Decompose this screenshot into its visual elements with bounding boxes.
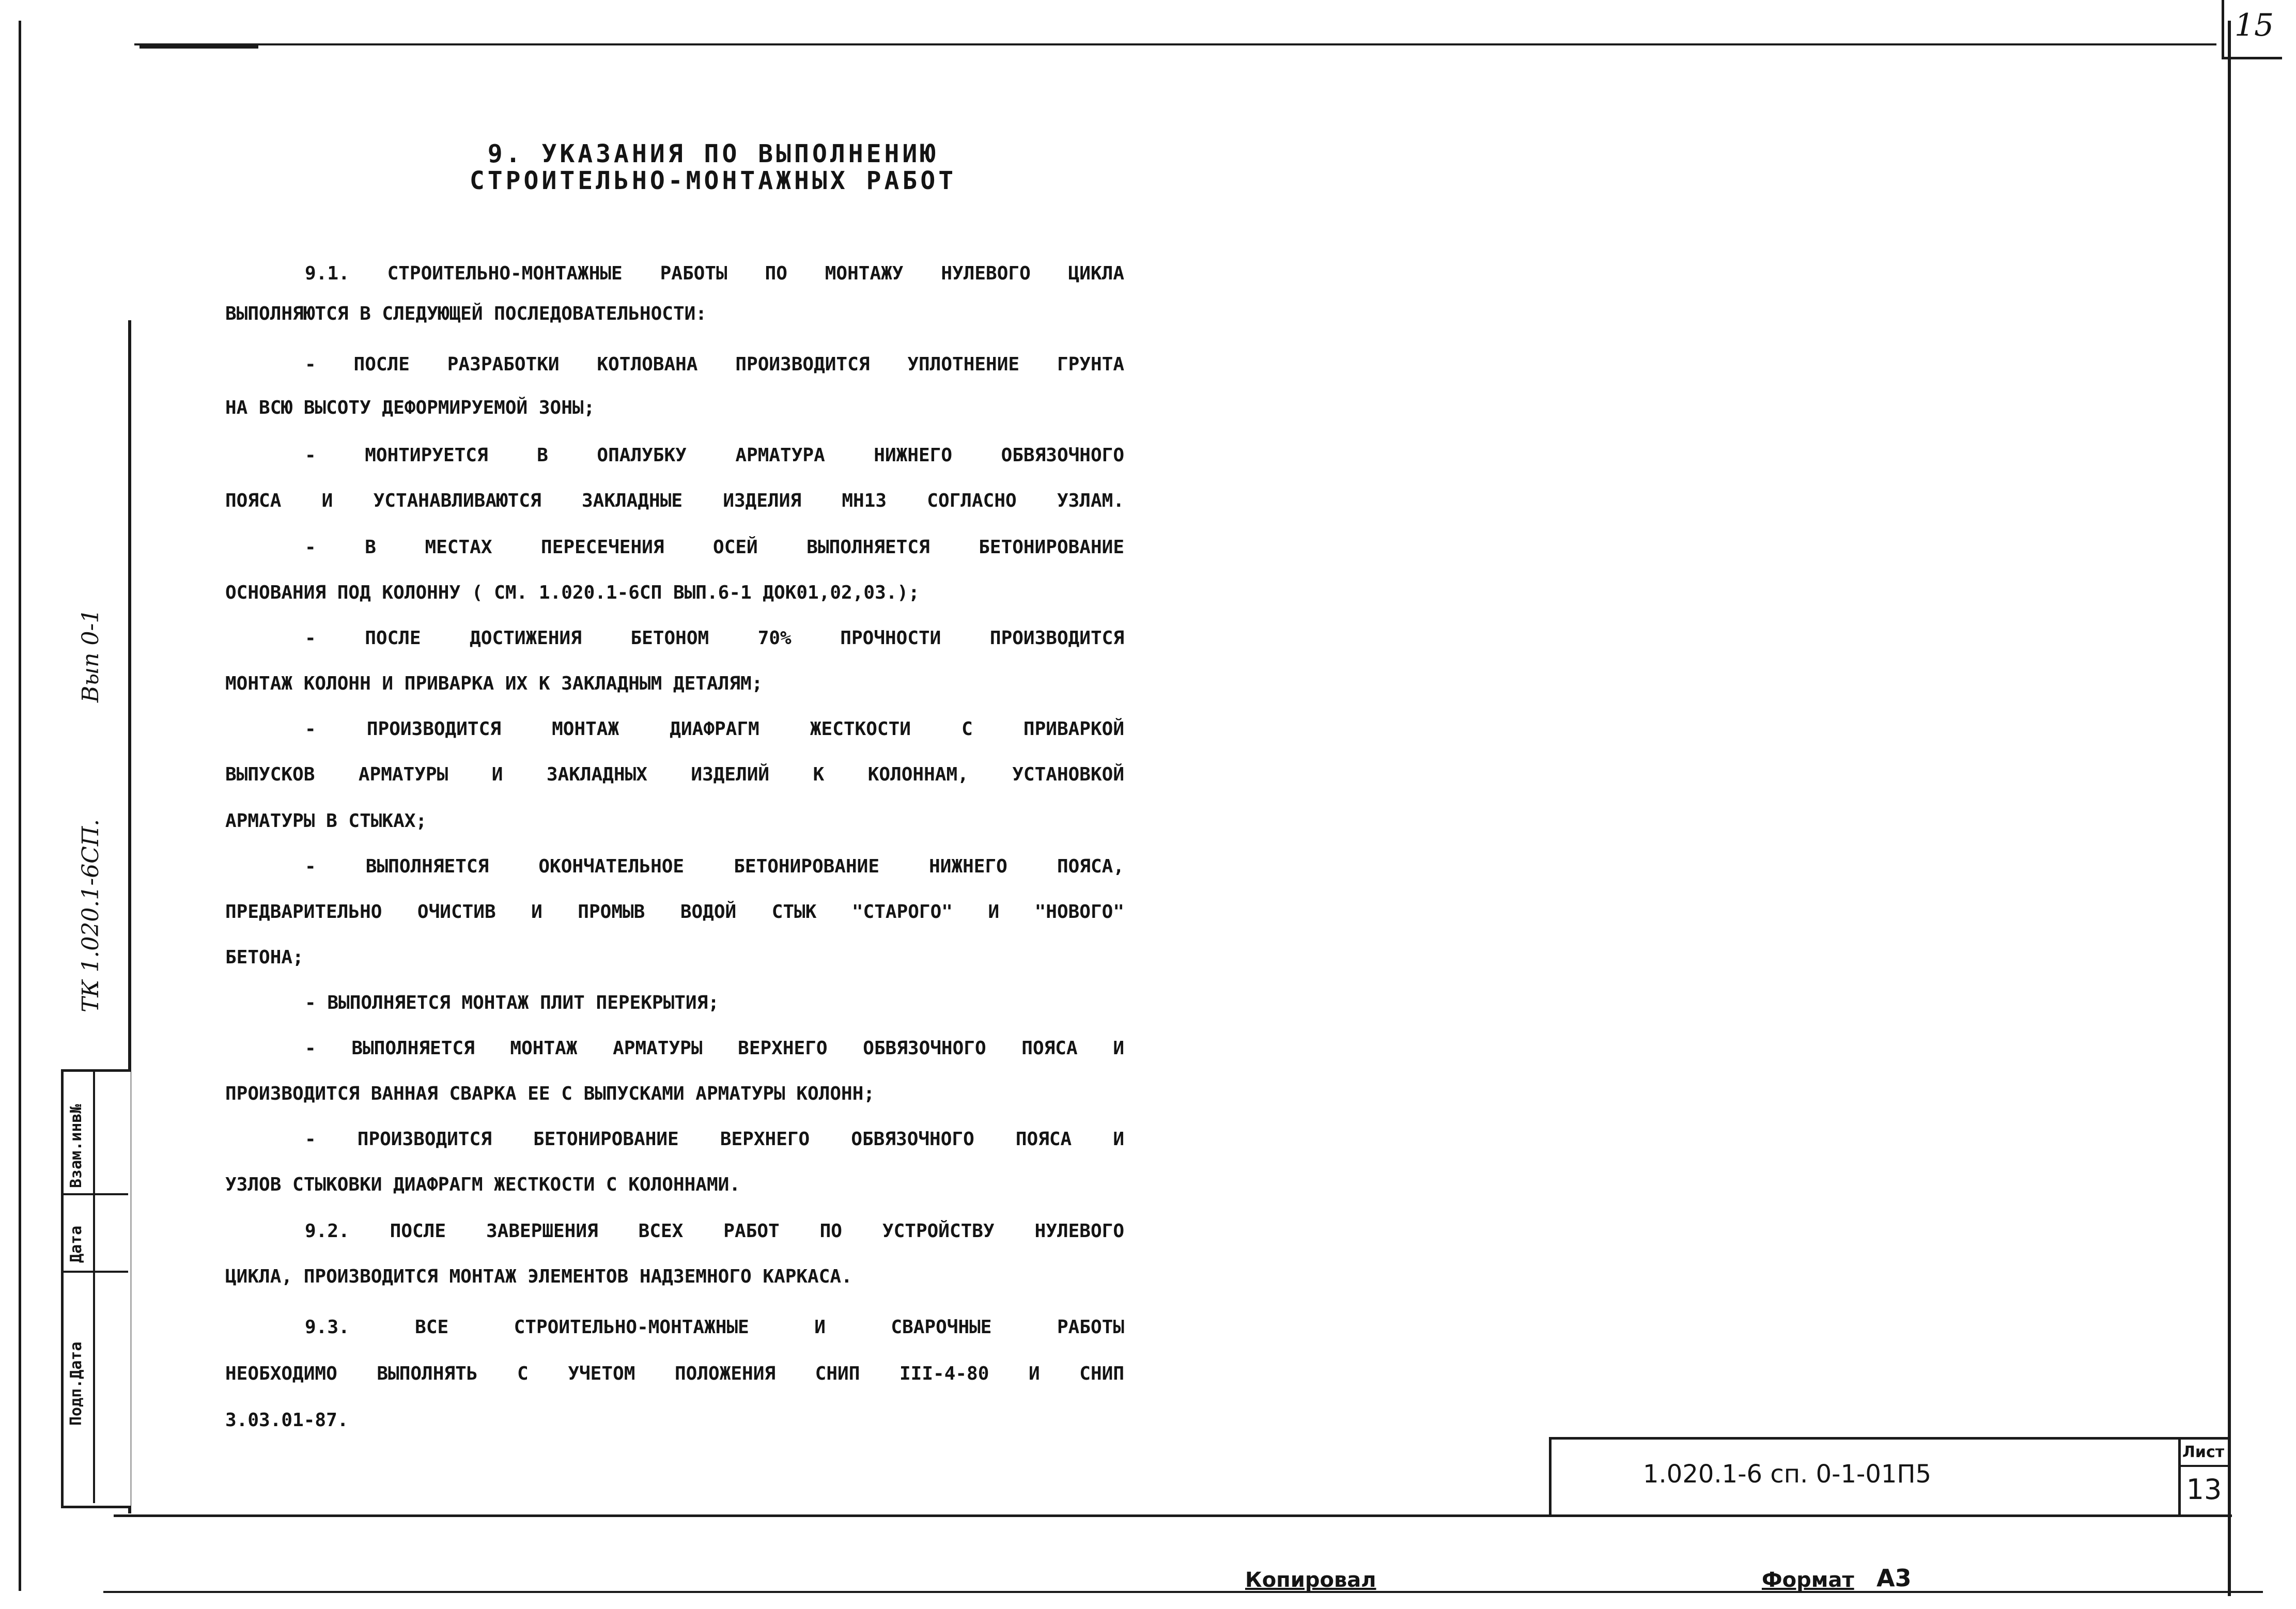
body-line: - ПОСЛЕ ДОСТИЖЕНИЯ БЕТОНОМ 70% ПРОЧНОСТИ ПРОИЗВОДИТСЯ xyxy=(305,628,1124,649)
sheet-cell-divider xyxy=(2178,1465,2228,1467)
body-line: ОСНОВАНИЯ ПОД КОЛОННУ ( СМ. 1.020.1-6СП ВЫП.6-1 ДОК01,02,03.); xyxy=(225,582,920,603)
body-line: ПОЯСА И УСТАНАВЛИВАЮТСЯ ЗАКЛАДНЫЕ ИЗДЕЛИЯ МН13 СОГЛАСНО УЗЛАМ. xyxy=(225,490,1124,511)
document-code: 1.020.1-6 сп. 0-1-01П5 xyxy=(1643,1460,1932,1489)
stamp-field-replacement-inv: Взам.инв№ xyxy=(67,1104,85,1188)
copied-by-label: Копировал xyxy=(1245,1568,1376,1592)
body-line: ПРЕДВАРИТЕЛЬНО ОЧИСТИВ И ПРОМЫВ ВОДОЙ СТЫК "СТАРОГО" И "НОВОГО" xyxy=(225,901,1124,923)
body-line: - МОНТИРУЕТСЯ В ОПАЛУБКУ АРМАТУРА НИЖНЕГО ОБВЯЗОЧНОГО xyxy=(305,445,1124,466)
body-line: БЕТОНА; xyxy=(225,947,304,968)
stamp-field-signature-date: Подп.Дата xyxy=(67,1341,85,1426)
body-line: АРМАТУРЫ В СТЫКАХ; xyxy=(225,810,427,832)
body-line: - ПРОИЗВОДИТСЯ МОНТАЖ ДИАФРАГМ ЖЕСТКОСТИ С ПРИВАРКОЙ xyxy=(305,718,1124,740)
body-line: УЗЛОВ СТЫКОВКИ ДИАФРАГМ ЖЕСТКОСТИ С КОЛОННАМИ. xyxy=(225,1174,740,1195)
body-line: ВЫПУСКОВ АРМАТУРЫ И ЗАКЛАДНЫХ ИЗДЕЛИЙ К КОЛОННАМ, УСТАНОВКОЙ xyxy=(225,764,1124,785)
corner-page-number: 15 xyxy=(2234,7,2274,43)
body-line: - В МЕСТАХ ПЕРЕСЕЧЕНИЯ ОСЕЙ ВЫПОЛНЯЕТСЯ БЕТОНИРОВАНИЕ xyxy=(305,537,1124,558)
sheet-bottom-line xyxy=(103,1591,2263,1593)
left-stamp-row-line xyxy=(61,1193,128,1195)
body-line: - ПРОИЗВОДИТСЯ БЕТОНИРОВАНИЕ ВЕРХНЕГО ОБВЯЗОЧНОГО ПОЯСА И xyxy=(305,1129,1124,1150)
left-stamp-divider xyxy=(93,1069,95,1503)
body-line: ПРОИЗВОДИТСЯ ВАННАЯ СВАРКА ЕЕ С ВЫПУСКАМИ АРМАТУРЫ КОЛОНН; xyxy=(225,1083,875,1104)
body-line: - ПОСЛЕ РАЗРАБОТКИ КОТЛОВАНА ПРОИЗВОДИТСЯ УПЛОТНЕНИЕ ГРУНТА xyxy=(305,354,1124,375)
sheet-number: 13 xyxy=(2186,1473,2222,1506)
sheet-label: Лист xyxy=(2182,1443,2225,1461)
body-line: ЦИКЛА, ПРОИЗВОДИТСЯ МОНТАЖ ЭЛЕМЕНТОВ НАДЗЕМНОГО КАРКАСА. xyxy=(225,1266,852,1287)
body-line: 3.03.01-87. xyxy=(225,1410,349,1431)
body-line: ВЫПОЛНЯЮТСЯ В СЛЕДУЮЩЕЙ ПОСЛЕДОВАТЕЛЬНОСТИ: xyxy=(225,303,707,324)
body-line: НЕОБХОДИМО ВЫПОЛНЯТЬ С УЧЕТОМ ПОЛОЖЕНИЯ СНИП III-4-80 И СНИП xyxy=(225,1363,1124,1384)
frame-top-line-left xyxy=(139,45,258,49)
format-value: А3 xyxy=(1876,1564,1912,1592)
body-line: НА ВСЮ ВЫСОТУ ДЕФОРМИРУЕМОЙ ЗОНЫ; xyxy=(225,397,595,418)
series-side-label: ТК 1.020.1-6СП. xyxy=(77,819,104,1012)
body-line: МОНТАЖ КОЛОНН И ПРИВАРКА ИХ К ЗАКЛАДНЫМ ДЕТАЛЯМ; xyxy=(225,673,763,694)
stamp-field-date: Дата xyxy=(67,1225,85,1263)
section-title-line2: СТРОИТЕЛЬНО-МОНТАЖНЫХ РАБОТ xyxy=(469,166,957,195)
issue-side-label: Вып 0-1 xyxy=(77,608,104,702)
body-line: - ВЫПОЛНЯЕТСЯ ОКОНЧАТЕЛЬНОЕ БЕТОНИРОВАНИЕ НИЖНЕГО ПОЯСА, xyxy=(305,856,1124,877)
section-title-line1: 9. УКАЗАНИЯ ПО ВЫПОЛНЕНИЮ xyxy=(487,139,939,168)
sheet-left-edge xyxy=(19,21,21,1591)
body-line: 9.2. ПОСЛЕ ЗАВЕРШЕНИЯ ВСЕХ РАБОТ ПО УСТРОЙСТВУ НУЛЕВОГО xyxy=(305,1221,1124,1242)
body-line: - ВЫПОЛНЯЕТСЯ МОНТАЖ АРМАТУРЫ ВЕРХНЕГО ОБВЯЗОЧНОГО ПОЯСА И xyxy=(305,1038,1124,1059)
body-line: - ВЫПОЛНЯЕТСЯ МОНТАЖ ПЛИТ ПЕРЕКРЫТИЯ; xyxy=(305,992,719,1013)
frame-top-line xyxy=(134,43,2216,45)
body-line: 9.3. ВСЕ СТРОИТЕЛЬНО-МОНТАЖНЫЕ И СВАРОЧНЫЕ РАБОТЫ xyxy=(305,1317,1124,1338)
format-label: Формат xyxy=(1762,1568,1854,1592)
left-stamp-row-line xyxy=(61,1271,128,1273)
frame-right-line xyxy=(2228,21,2231,1596)
body-line: 9.1. СТРОИТЕЛЬНО-МОНТАЖНЫЕ РАБОТЫ ПО МОНТАЖУ НУЛЕВОГО ЦИКЛА xyxy=(305,263,1124,284)
